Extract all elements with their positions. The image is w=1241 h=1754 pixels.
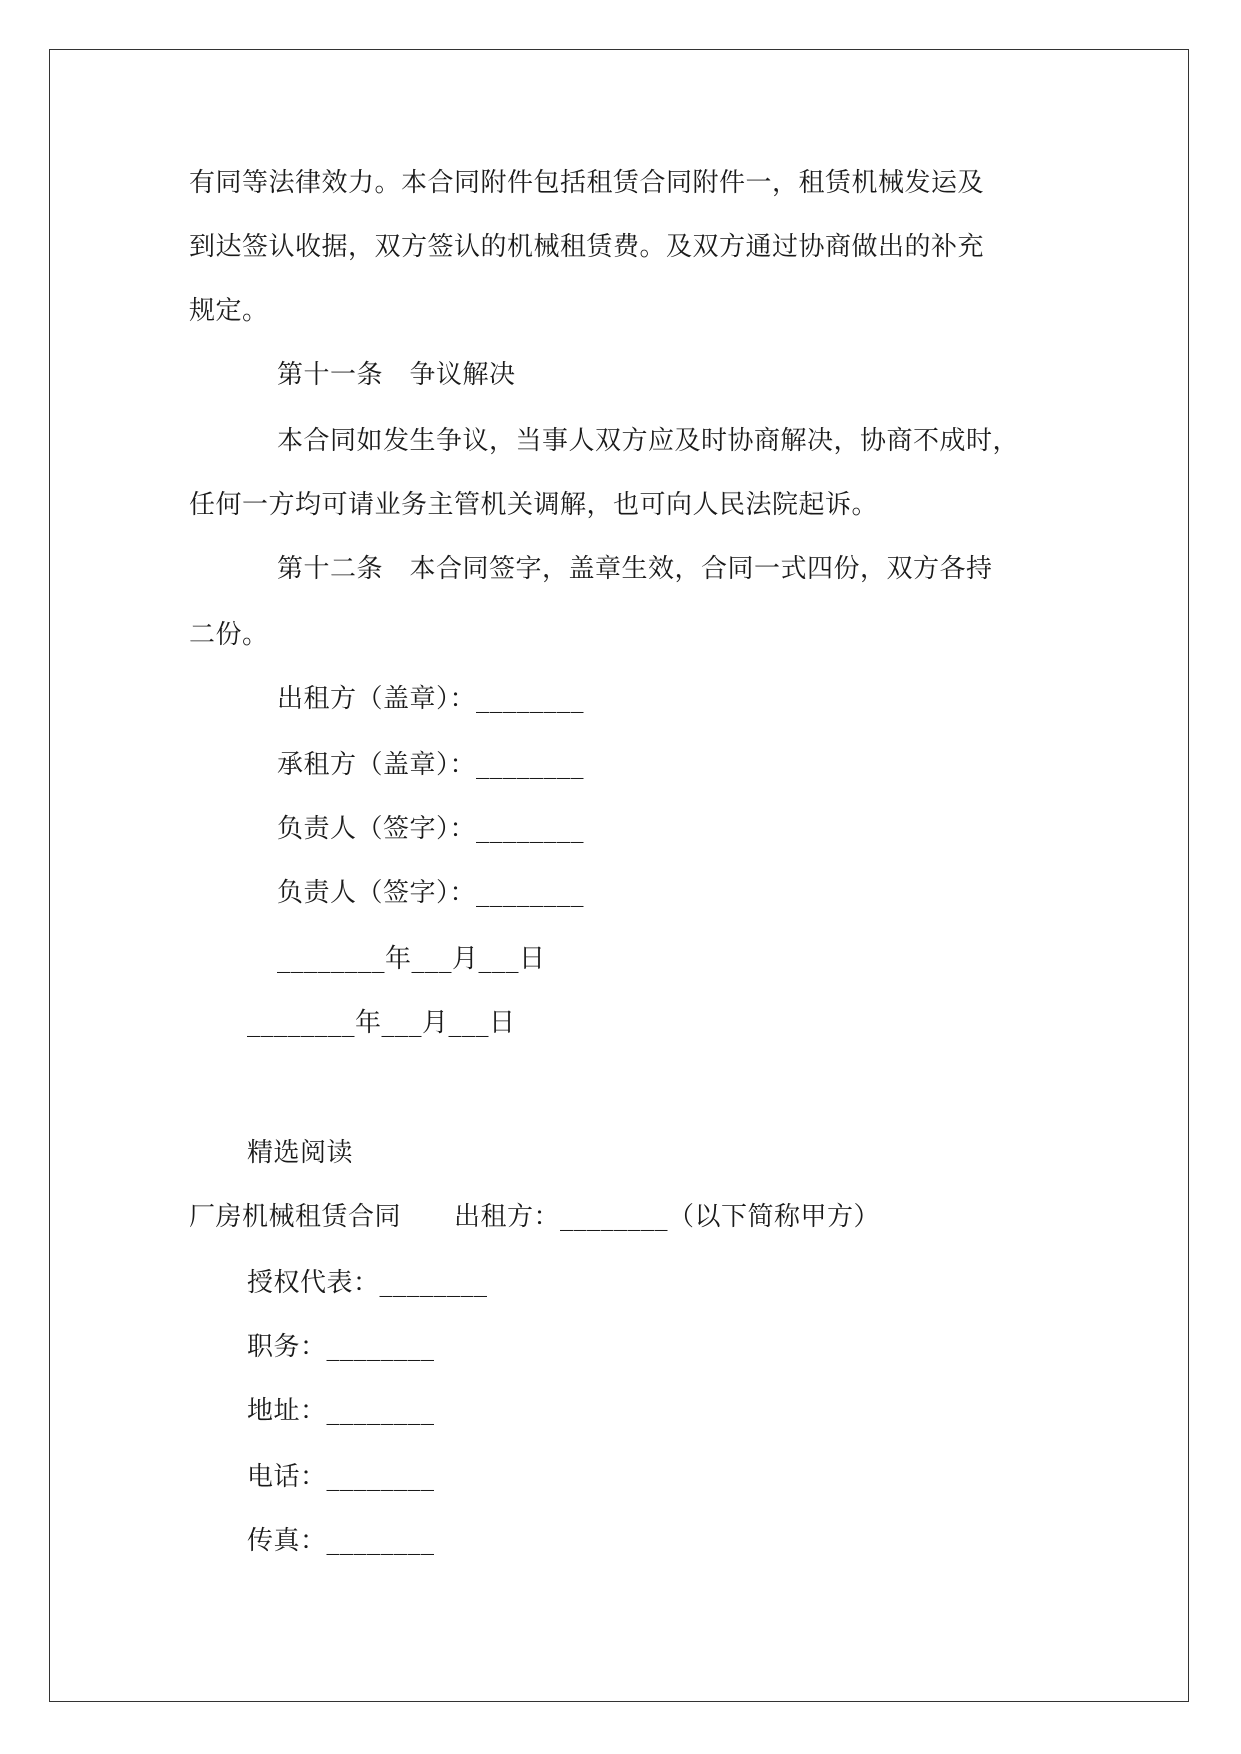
paragraph-line: 规定。 [189, 296, 269, 326]
position-field: 职务：________ [247, 1332, 435, 1362]
phone-field: 电话：________ [247, 1462, 435, 1492]
article-11-text-line: 任何一方均可请业务主管机关调解，也可向人民法院起诉。 [189, 490, 879, 520]
responsible-signature-field: 负责人（签字）：________ [277, 814, 585, 844]
featured-heading: 精选阅读 [247, 1138, 354, 1168]
date-field: ________年___月___日 [277, 944, 546, 974]
date-field: ________年___月___日 [247, 1008, 516, 1038]
article-12-text-line: 第十二条 本合同签字，盖章生效，合同一式四份，双方各持 [277, 554, 993, 584]
article-11-text-line: 本合同如发生争议，当事人双方应及时协商解决，协商不成时， [277, 426, 1020, 456]
representative-field: 授权代表：________ [247, 1268, 488, 1298]
paragraph-line: 到达签认收据，双方签认的机械租赁费。及双方通过协商做出的补充 [189, 232, 985, 262]
paragraph-line: 有同等法律效力。本合同附件包括租赁合同附件一，租赁机械发运及 [189, 168, 985, 198]
lessor-seal-field: 出租方（盖章）：________ [277, 684, 585, 714]
responsible-signature-field: 负责人（签字）：________ [277, 878, 585, 908]
article-12-text-line: 二份。 [189, 620, 269, 650]
article-11-heading: 第十一条 争议解决 [277, 360, 516, 390]
address-field: 地址：________ [247, 1396, 435, 1426]
featured-title-line: 厂房机械租赁合同 出租方：________（以下简称甲方） [189, 1202, 881, 1232]
fax-field: 传真：________ [247, 1526, 435, 1556]
lessee-seal-field: 承租方（盖章）：________ [277, 750, 585, 780]
